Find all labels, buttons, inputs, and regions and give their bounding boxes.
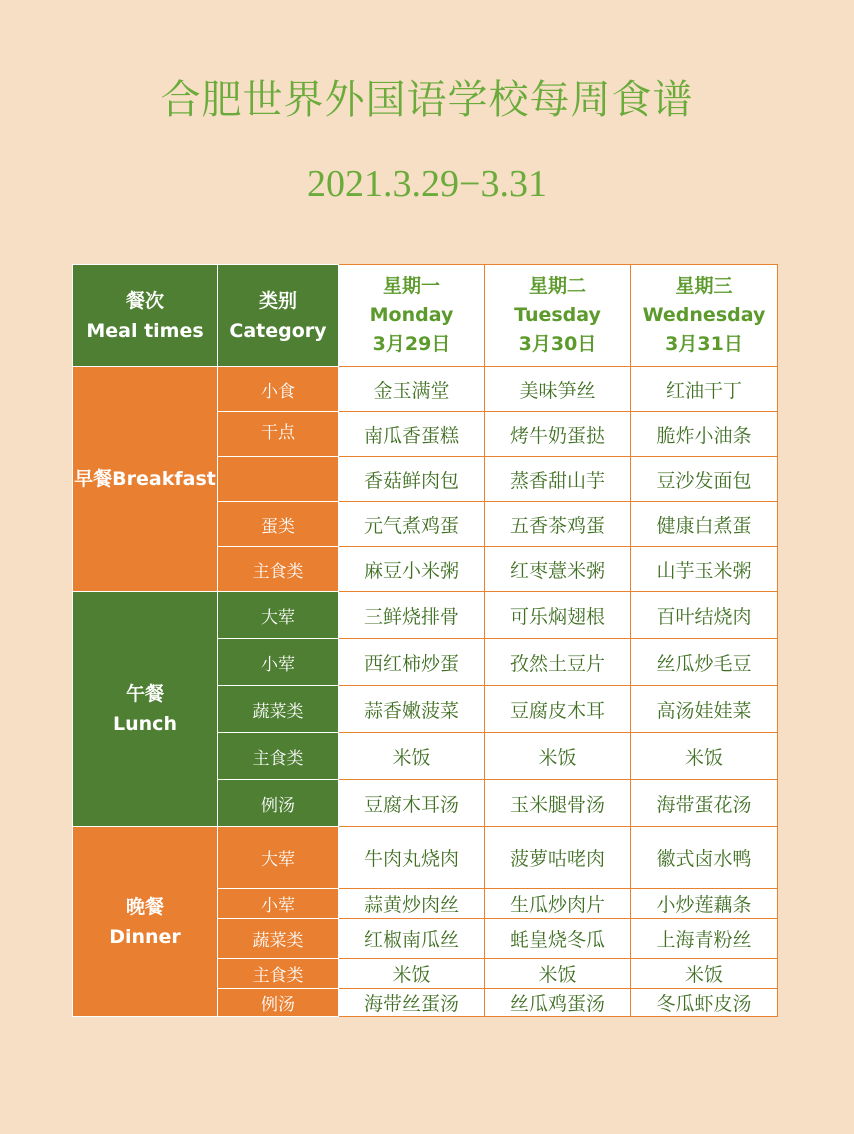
category-cell: 蛋类 — [218, 502, 339, 547]
dish-cell: 豆沙发面包 — [631, 457, 778, 502]
weekly-menu-table — [72, 264, 778, 1017]
dish-cell: 五香茶鸡蛋 — [485, 502, 631, 547]
dish-cell: 脆炸小油条 — [631, 412, 778, 457]
breakfast-label: 早餐Breakfast — [73, 367, 218, 592]
dish-cell: 徽式卤水鸭 — [631, 827, 778, 889]
category-header: 类别 Category — [218, 265, 339, 367]
dish-cell: 丝瓜鸡蛋汤 — [485, 989, 631, 1017]
dish-cell: 海带丝蛋汤 — [339, 989, 485, 1017]
dish-cell: 牛肉丸烧肉 — [339, 827, 485, 889]
dish-cell: 香菇鲜肉包 — [339, 457, 485, 502]
day-header-tuesday: 星期二 Tuesday 3月30日 — [485, 265, 631, 367]
category-cell: 小食 — [218, 367, 339, 412]
dish-cell: 美味笋丝 — [485, 367, 631, 412]
dish-cell: 上海青粉丝 — [631, 919, 778, 959]
category-cell: 大荤 — [218, 827, 339, 889]
meal-times-header: 餐次 Meal times — [73, 265, 218, 367]
category-cell: 例汤 — [218, 780, 339, 827]
category-cell: 例汤 — [218, 989, 339, 1017]
category-cell: 主食类 — [218, 733, 339, 780]
table-header-row — [73, 265, 778, 367]
dish-cell: 米饭 — [339, 733, 485, 780]
dish-cell: 菠萝咕咾肉 — [485, 827, 631, 889]
category-cell: 主食类 — [218, 547, 339, 592]
dish-cell: 红椒南瓜丝 — [339, 919, 485, 959]
page-title: 合肥世界外国语学校每周食谱 — [160, 77, 694, 123]
dish-cell: 蒜香嫩菠菜 — [339, 686, 485, 733]
dish-cell: 米饭 — [485, 733, 631, 780]
dish-cell: 豆腐皮木耳 — [485, 686, 631, 733]
table-row — [73, 367, 778, 412]
dish-cell: 海带蛋花汤 — [631, 780, 778, 827]
date-range: 2021.3.29−3.31 — [307, 163, 547, 205]
dinner-label: 晚餐 Dinner — [73, 827, 218, 1017]
dish-cell: 元气煮鸡蛋 — [339, 502, 485, 547]
category-cell: 干点 — [218, 412, 339, 457]
dish-cell: 南瓜香蛋糕 — [339, 412, 485, 457]
dish-cell: 玉米腿骨汤 — [485, 780, 631, 827]
category-cell — [218, 457, 339, 502]
dish-cell: 麻豆小米粥 — [339, 547, 485, 592]
category-cell: 大荤 — [218, 592, 339, 639]
dish-cell: 可乐焖翅根 — [485, 592, 631, 639]
dish-cell: 冬瓜虾皮汤 — [631, 989, 778, 1017]
category-cell: 蔬菜类 — [218, 919, 339, 959]
table-row — [73, 827, 778, 889]
dish-cell: 丝瓜炒毛豆 — [631, 639, 778, 686]
dish-cell: 蒜黄炒肉丝 — [339, 889, 485, 919]
dish-cell: 米饭 — [631, 959, 778, 989]
dish-cell: 烤牛奶蛋挞 — [485, 412, 631, 457]
dish-cell: 红油干丁 — [631, 367, 778, 412]
dish-cell: 孜然土豆片 — [485, 639, 631, 686]
day-header-monday: 星期一 Monday 3月29日 — [339, 265, 485, 367]
dish-cell: 百叶结烧肉 — [631, 592, 778, 639]
dish-cell: 蒸香甜山芋 — [485, 457, 631, 502]
table-row — [73, 592, 778, 639]
category-cell: 小荤 — [218, 889, 339, 919]
day-header-wednesday: 星期三 Wednesday 3月31日 — [631, 265, 778, 367]
dish-cell: 三鲜烧排骨 — [339, 592, 485, 639]
lunch-label: 午餐 Lunch — [73, 592, 218, 827]
dish-cell: 西红柿炒蛋 — [339, 639, 485, 686]
dish-cell: 小炒莲藕条 — [631, 889, 778, 919]
category-cell: 主食类 — [218, 959, 339, 989]
dish-cell: 红枣薏米粥 — [485, 547, 631, 592]
category-cell: 小荤 — [218, 639, 339, 686]
dish-cell: 金玉满堂 — [339, 367, 485, 412]
dish-cell: 豆腐木耳汤 — [339, 780, 485, 827]
dish-cell: 高汤娃娃菜 — [631, 686, 778, 733]
dish-cell: 米饭 — [485, 959, 631, 989]
dish-cell: 蚝皇烧冬瓜 — [485, 919, 631, 959]
dish-cell: 健康白煮蛋 — [631, 502, 778, 547]
dish-cell: 生瓜炒肉片 — [485, 889, 631, 919]
dish-cell: 米饭 — [339, 959, 485, 989]
dish-cell: 山芋玉米粥 — [631, 547, 778, 592]
dish-cell: 米饭 — [631, 733, 778, 780]
category-cell: 蔬菜类 — [218, 686, 339, 733]
